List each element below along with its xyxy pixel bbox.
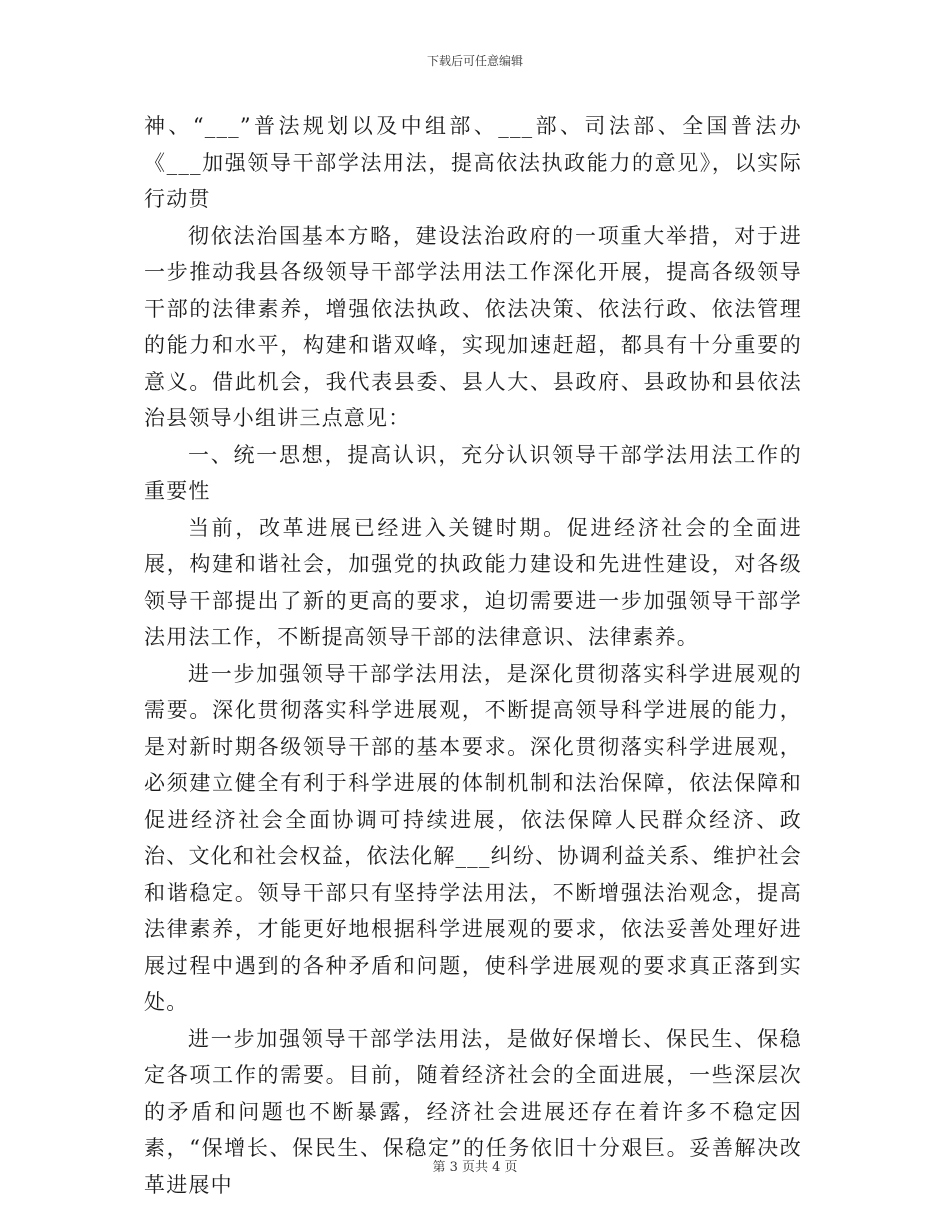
document-body [144, 108, 802, 1203]
section-heading: 一、统一思想，提高认识，充分认识领导干部学法用法工作的重要性 [144, 442, 802, 503]
page-header: 下载后可任意编辑 [426, 54, 523, 68]
paragraph: 进一步加强领导干部学法用法，是做好保增长、保民生、保稳定各项工作的需要。目前，随着经济社会的全面进展，一些深层次的矛盾和问题也不断暴露，经济社会进展还存在着许多不稳定因素，“保增长、保民生、保稳定”的任务依旧十分艰巨。妥善解决改革进展中 [144, 1026, 802, 1197]
paragraph: 彻依法治国基本方略，建设法治政府的一项重大举措，对于进一步推动我县各级领导干部学法用法工作深化开展，提高各级领导干部的法律素养，增强依法执政、依法决策、依法行政、依法管理的能力和水平，构建和谐双峰，实现加速赶超，都具有十分重要的意义。借此机会，我代表县委、县人大、县政府、县政协和县依法治县领导小组讲三点意见： [144, 223, 802, 430]
paragraph: 当前，改革进展已经进入关键时期。促进经济社会的全面进展，构建和谐社会，加强党的执政能力建设和先进性建设，对各级领导干部提出了新的更高的要求，迫切需要进一步加强领导干部学法用法工作，不断提高领导干部的法律意识、法律素养。 [144, 515, 802, 649]
paragraph: 进一步加强领导干部学法用法，是深化贯彻落实科学进展观的需要。深化贯彻落实科学进展观，不断提高领导科学进展的能力，是对新时期各级领导干部的基本要求。深化贯彻落实科学进展观，必须建立健全有利于科学进展的体制机制和法治保障，依法保障和促进经济社会全面协调可持续进展，依法保障人民群众经济、政治、文化和社会权益，依法化解___纠纷、协调利益关系、维护社会和谐稳定。领导干部只有坚持学法用法，不断增强法治观念，提高法律素养，才能更好地根据科学进展观的要求，依法妥善处理好进展过程中遇到的各种矛盾和问题，使科学进展观的要求真正落到实处。 [144, 661, 802, 1014]
paragraph-continuation: 神、“___”普法规划以及中组部、___部、司法部、全国普法办《___加强领导干部学法用法，提高依法执政能力的意见》，以实际行动贯 [144, 114, 802, 211]
page-footer: 第 3 页共 4 页 [432, 1160, 518, 1175]
